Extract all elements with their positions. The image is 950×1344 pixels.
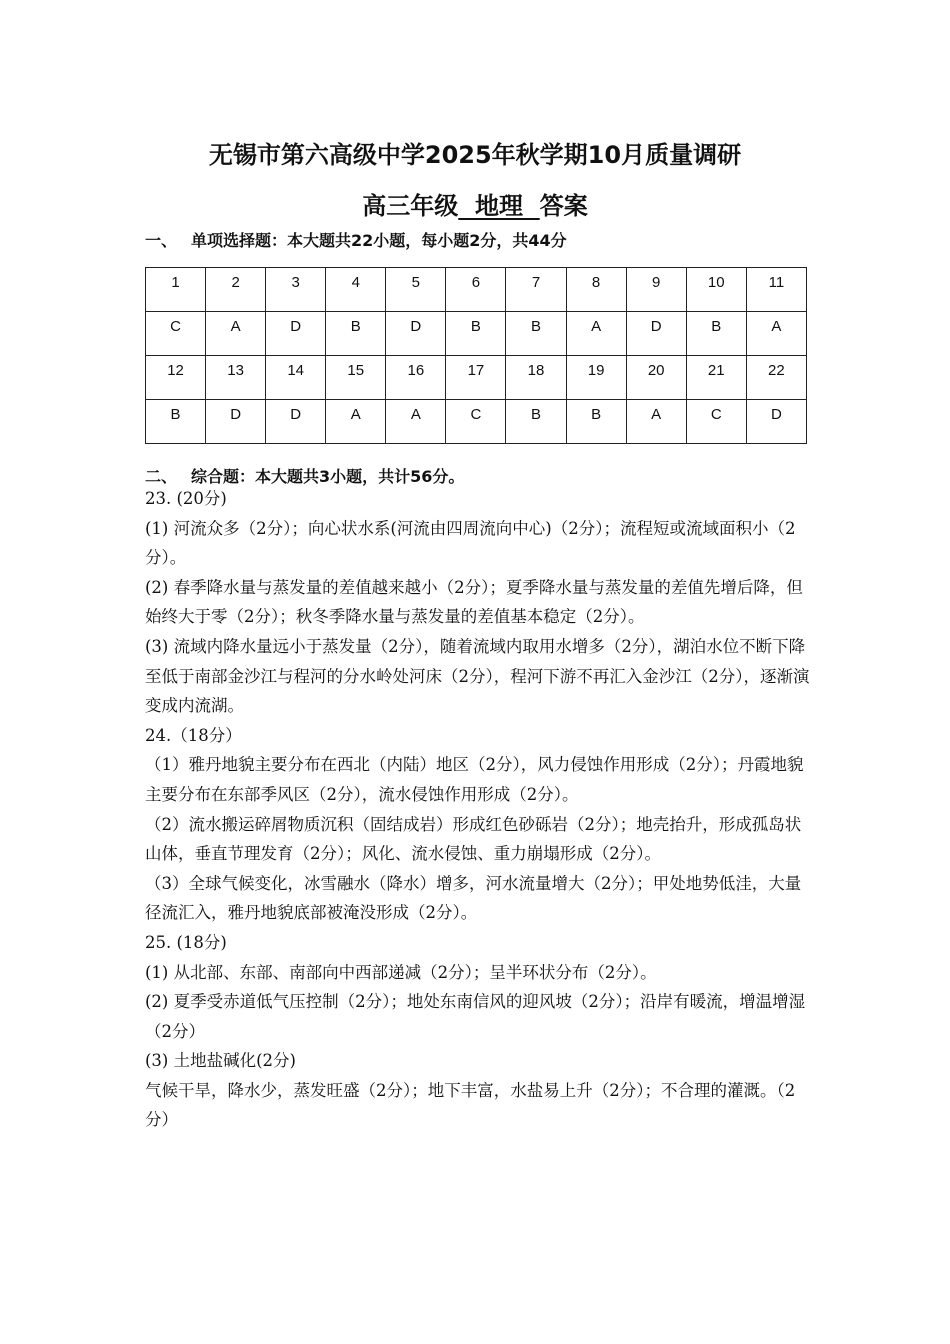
content-line: (2) 夏季受赤道低气压控制（2分）；地处东南信风的迎风坡（2分）；沿岸有暖流，增温增湿（2分） xyxy=(145,992,806,1041)
question-number-cell: 15 xyxy=(326,356,386,400)
answer-cell: B xyxy=(326,312,386,356)
section-one-heading xyxy=(145,228,567,251)
question-number-cell: 18 xyxy=(506,356,566,400)
answer-cell: B xyxy=(686,312,746,356)
question-number-cell: 9 xyxy=(626,268,686,312)
document-title: 无锡市第六高级中学2025年秋学期10月质量调研 xyxy=(208,141,742,169)
content-line: (3) 流域内降水量远小于蒸发量（2分），随着流域内取用水增多（2分），湖泊水位不断下降至低于南部金沙江与程河的分水岭处河床（2分），程河下游不再汇入金沙江（2分），逐渐演变成内流湖。 xyxy=(145,636,810,716)
question-number-cell: 17 xyxy=(446,356,506,400)
question-number-cell: 7 xyxy=(506,268,566,312)
content-line: （2）流水搬运碎屑物质沉积（固结成岩）形成红色砂砾岩（2分）；地壳抬升，形成孤岛状山体，垂直节理发育（2分）；风化、流水侵蚀、重力崩塌形成（2分）。 xyxy=(145,814,802,864)
answer-cell: D xyxy=(266,312,326,356)
content-line: (1) 从北部、东部、南部向中西部递减（2分）；呈半环状分布（2分）。 xyxy=(145,962,657,982)
section-one-title: 单项选择题：本大题共22小题，每小题2分，共44分 xyxy=(191,231,567,250)
answer-cell: B xyxy=(446,312,506,356)
subject-label: 地理 xyxy=(458,192,540,220)
grade-label: 高三年级 xyxy=(362,192,459,220)
question-number-cell: 21 xyxy=(686,356,746,400)
question-number-cell: 14 xyxy=(266,356,326,400)
answer-cell: C xyxy=(446,400,506,444)
answer-cell: D xyxy=(746,400,806,444)
answer-cell: B xyxy=(146,400,206,444)
question-number-cell: 11 xyxy=(746,268,806,312)
answer-content xyxy=(145,484,810,1135)
question-number-cell: 16 xyxy=(386,356,446,400)
content-line: 25. (18分) xyxy=(145,932,227,952)
question-number-cell: 1 xyxy=(146,268,206,312)
answer-label: 答案 xyxy=(539,192,588,220)
question-number-cell: 5 xyxy=(386,268,446,312)
answer-cell: A xyxy=(326,400,386,444)
answer-cell: A xyxy=(626,400,686,444)
content-line: (2) 春季降水量与蒸发量的差值越来越小（2分）；夏季降水量与蒸发量的差值先增后降，但始终大于零（2分）；秋冬季降水量与蒸发量的差值基本稳定（2分）。 xyxy=(145,577,803,627)
question-number-cell: 22 xyxy=(746,356,806,400)
answer-cell: A xyxy=(746,312,806,356)
answer-cell: B xyxy=(506,312,566,356)
question-number-cell: 6 xyxy=(446,268,506,312)
question-number-cell: 19 xyxy=(566,356,626,400)
answer-row xyxy=(146,312,807,356)
content-line: (3) 土地盐碱化(2分) xyxy=(145,1051,296,1071)
content-line: 气候干旱，降水少，蒸发旺盛（2分）；地下丰富，水盐易上升（2分）；不合理的灌溉。（2分） xyxy=(145,1080,796,1130)
answer-cell: B xyxy=(566,400,626,444)
answer-table xyxy=(145,267,807,444)
question-number-cell: 12 xyxy=(146,356,206,400)
answer-cell: D xyxy=(266,400,326,444)
question-number-cell: 8 xyxy=(566,268,626,312)
question-number-cell: 10 xyxy=(686,268,746,312)
section-two-title: 综合题：本大题共3小题，共计56分。 xyxy=(191,467,465,486)
answer-row xyxy=(146,400,807,444)
answer-cell: A xyxy=(566,312,626,356)
section-two-number: 二、 xyxy=(145,467,178,486)
content-line: （1）雅丹地貌主要分布在西北（内陆）地区（2分），风力侵蚀作用形成（2分）；丹霞地貌主要分布在东部季风区（2分），流水侵蚀作用形成（2分）。 xyxy=(145,755,804,804)
answer-cell: D xyxy=(626,312,686,356)
question-number-cell: 3 xyxy=(266,268,326,312)
answer-cell: C xyxy=(146,312,206,356)
answer-cell: A xyxy=(386,400,446,444)
answer-cell: B xyxy=(506,400,566,444)
content-line: （3）全球气候变化，冰雪融水（降水）增多，河水流量增大（2分）；甲处地势低洼，大量径流汇入，雅丹地貌底部被淹没形成（2分）。 xyxy=(145,873,802,923)
document-subtitle xyxy=(0,186,950,221)
question-number-cell: 2 xyxy=(206,268,266,312)
question-number-row xyxy=(146,356,807,400)
content-line: 23. (20分) xyxy=(145,489,227,508)
question-number-row xyxy=(146,268,807,312)
answer-cell: C xyxy=(686,400,746,444)
answer-cell: D xyxy=(386,312,446,356)
content-line: (1) 河流众多（2分）；向心状水系(河流由四周流向中心)（2分）；流程短或流域面积小（2分）。 xyxy=(145,518,796,568)
answer-cell: D xyxy=(206,400,266,444)
question-number-cell: 4 xyxy=(326,268,386,312)
question-number-cell: 13 xyxy=(206,356,266,400)
answer-cell: A xyxy=(206,312,266,356)
section-one-number: 一、 xyxy=(145,231,178,250)
content-line: 24.（18分） xyxy=(145,725,242,745)
question-number-cell: 20 xyxy=(626,356,686,400)
